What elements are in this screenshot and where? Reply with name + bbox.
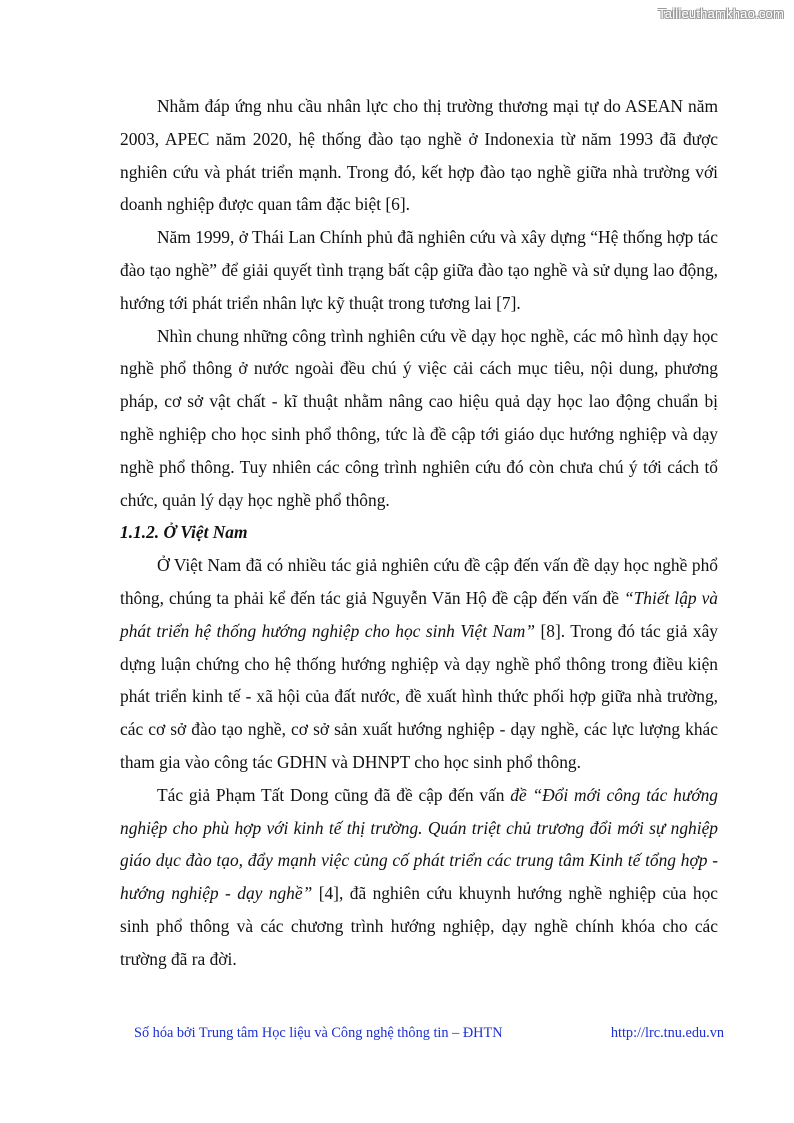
paragraph-thailand: Năm 1999, ở Thái Lan Chính phủ đã nghiên cứu và xây dựng “Hệ thống hợp tác đào tạo nghề” để giải quyết tình trạng bất cập giữa đào tạo nghề và sử dụng lao động, hướng tới phát triển nhân lực kỹ thuật trong tương lai [7]. [120, 227, 718, 313]
vn2-text-before: Tác giả Phạm Tất Dong cũng đã đề cập đến vấn [157, 784, 511, 805]
paragraph-vietnam-2 [120, 779, 718, 976]
vn1-italic-title: “Thiết lập và phát triển hệ thống hướng nghiệp cho học sinh Việt Nam” [120, 587, 718, 641]
document-body [120, 90, 718, 976]
paragraph-vietnam-1 [120, 549, 718, 779]
paragraph-indonesia: Nhằm đáp ứng nhu cầu nhân lực cho thị trường thương mại tự do ASEAN năm 2003, APEC năm 2020, hệ thống đào tạo nghề ở Indonexia từ năm 1993 đã được nghiên cứu và phát triển mạnh. Trong đó, kết hợp đào tạo nghề giữa nhà trường với doanh nghiệp được quan tâm đặc biệt [6]. [120, 96, 718, 215]
paragraph-overview: Nhìn chung những công trình nghiên cứu về dạy học nghề, các mô hình dạy học nghề phổ thông ở nước ngoài đều chú ý việc cải cách mục tiêu, nội dung, phương pháp, cơ sở vật chất - kĩ thuật nhằm nâng cao hiệu quả dạy học lao động chuẩn bị nghề nghiệp cho học sinh phổ thông, tức là đề cập tới giáo dục hướng nghiệp và dạy nghề phổ thông. Tuy nhiên các công trình nghiên cứu đó còn chưa chú ý tới cách tổ chức, quản lý dạy học nghề phổ thông. [120, 325, 718, 510]
section-heading: 1.1.2. Ở Việt Nam [120, 522, 248, 543]
vn1-text-after: [8]. Trong đó tác giả xây dựng luận chứng cho hệ thống hướng nghiệp và dạy nghề phổ thông trong điều kiện phát triển kinh tế - xã hội của đất nước, đề xuất hình thức phối hợp giữa nhà trường, các cơ sở đào tạo nghề, cơ sở sản xuất hướng nghiệp - dạy nghề, các lực lượng khác tham gia vào công tác GDHN và DHNPT cho học sinh phổ thông. [120, 620, 718, 772]
footer-link[interactable]: http://lrc.tnu.edu.vn [610, 1025, 724, 1041]
watermark-text: Tailieuthamkhao.com [658, 6, 784, 21]
footer-credit: Số hóa bởi Trung tâm Học liệu và Công nghệ thông tin – ĐHTN [134, 1025, 503, 1041]
page-footer [134, 1025, 724, 1042]
vn2-text-after: [4], đã nghiên cứu khuynh hướng nghề nghiệp của học sinh phổ thông và các chương trình hướng nghiệp, dạy nghề chính khóa cho các trường đã ra đời. [120, 883, 718, 969]
vn1-text-before: Ở Việt Nam đã có nhiều tác giả nghiên cứu đề cập đến vấn đề dạy học nghề phổ thông, chúng ta phải kể đến tác giả Nguyễn Văn Hộ đề cập đến vấn đề [120, 555, 718, 608]
vn2-italic-title: đề “Đổi mới công tác hướng nghiệp cho phù hợp với kinh tế thị trường. Quán triệt chủ trương đổi mới sự nghiệp giáo dục đào tạo, đẩy mạnh việc củng cố phát triển các trung tâm Kinh tế tổng hợp - hướng nghiệp - dạy nghề” [120, 784, 718, 904]
